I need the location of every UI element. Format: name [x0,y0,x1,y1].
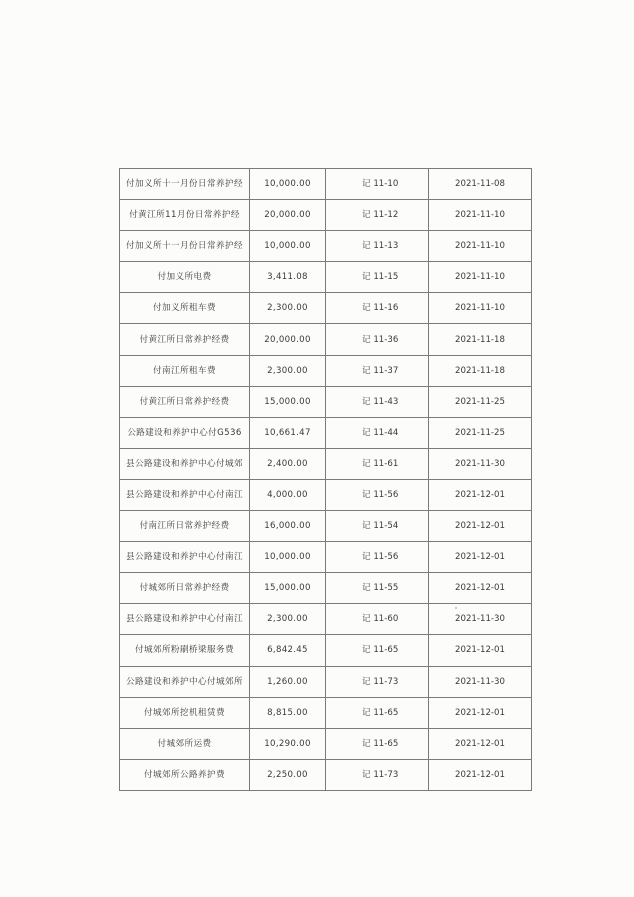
date-cell: 2021-12-01 [429,511,532,542]
table-row [120,635,532,666]
amount-cell: 20,000.00 [250,200,326,231]
table-row [120,666,532,697]
amount-cell: 4,000.00 [250,479,326,510]
amount-cell: 8,815.00 [250,697,326,728]
table-row [120,262,532,293]
table-row [120,759,532,790]
date-cell: 2021-12-01 [429,728,532,759]
date-cell: 2021-11-30 [429,604,532,635]
date-cell: 2021-11-10 [429,262,532,293]
amount-cell: 2,300.00 [250,293,326,324]
table-row [120,448,532,479]
voucher-ref-cell: 记 11-10 [326,169,429,200]
date-cell: 2021-12-01 [429,542,532,573]
date-cell: 2021-12-01 [429,759,532,790]
table-row [120,697,532,728]
date-cell: 2021-11-18 [429,355,532,386]
description-cell: 付城郊所运费 [120,728,250,759]
amount-cell: 10,000.00 [250,169,326,200]
date-cell: 2021-11-30 [429,448,532,479]
amount-cell: 16,000.00 [250,511,326,542]
voucher-ref-cell: 记 11-56 [326,479,429,510]
description-cell: 付城郊所日常养护经费 [120,573,250,604]
date-cell: 2021-11-10 [429,231,532,262]
amount-cell: 10,000.00 [250,542,326,573]
amount-cell: 1,260.00 [250,666,326,697]
table-row [120,386,532,417]
table-row [120,542,532,573]
date-cell: 2021-11-10 [429,293,532,324]
description-cell: 付加义所租车费 [120,293,250,324]
description-cell: 付黄江所日常养护经费 [120,386,250,417]
voucher-ref-cell: 记 11-36 [326,324,429,355]
voucher-ref-cell: 记 11-37 [326,355,429,386]
date-cell: 2021-11-08 [429,169,532,200]
amount-cell: 2,300.00 [250,604,326,635]
table-row [120,479,532,510]
description-cell: 付黄江所11月份日常养护经 [120,200,250,231]
table-row [120,231,532,262]
table-row [120,604,532,635]
table-row [120,728,532,759]
ledger-body [120,169,532,791]
amount-cell: 10,000.00 [250,231,326,262]
date-cell: 2021-11-30 [429,666,532,697]
voucher-ref-cell: 记 11-16 [326,293,429,324]
amount-cell: 10,661.47 [250,417,326,448]
amount-cell: 20,000.00 [250,324,326,355]
voucher-ref-cell: 记 11-13 [326,231,429,262]
voucher-ref-cell: 记 11-65 [326,728,429,759]
description-cell: 县公路建设和养护中心付南江 [120,542,250,573]
description-cell: 付南江所租车费 [120,355,250,386]
date-cell: 2021-12-01 [429,635,532,666]
voucher-ref-cell: 记 11-12 [326,200,429,231]
scan-speck [455,607,457,609]
description-cell: 公路建设和养护中心付G536 [120,417,250,448]
voucher-ref-cell: 记 11-44 [326,417,429,448]
description-cell: 付黄江所日常养护经费 [120,324,250,355]
description-cell: 公路建设和养护中心付城郊所 [120,666,250,697]
table-row [120,200,532,231]
description-cell: 县公路建设和养护中心付城郊 [120,448,250,479]
amount-cell: 15,000.00 [250,386,326,417]
table-row [120,511,532,542]
voucher-ref-cell: 记 11-56 [326,542,429,573]
table-row [120,324,532,355]
voucher-ref-cell: 记 11-60 [326,604,429,635]
payment-ledger-table [119,168,532,791]
table-row [120,573,532,604]
table-row [120,169,532,200]
amount-cell: 15,000.00 [250,573,326,604]
amount-cell: 3,411.08 [250,262,326,293]
date-cell: 2021-11-25 [429,417,532,448]
description-cell: 付加义所十一月份日常养护经 [120,231,250,262]
description-cell: 县公路建设和养护中心付南江 [120,604,250,635]
voucher-ref-cell: 记 11-54 [326,511,429,542]
table-row [120,355,532,386]
description-cell: 付加义所十一月份日常养护经 [120,169,250,200]
voucher-ref-cell: 记 11-73 [326,759,429,790]
date-cell: 2021-12-01 [429,697,532,728]
description-cell: 县公路建设和养护中心付南江 [120,479,250,510]
voucher-ref-cell: 记 11-15 [326,262,429,293]
date-cell: 2021-11-25 [429,386,532,417]
amount-cell: 2,250.00 [250,759,326,790]
description-cell: 付城郊所粉刷桥梁服务费 [120,635,250,666]
date-cell: 2021-12-01 [429,573,532,604]
description-cell: 付加义所电费 [120,262,250,293]
description-cell: 付城郊所挖机租赁费 [120,697,250,728]
table-row [120,293,532,324]
voucher-ref-cell: 记 11-43 [326,386,429,417]
amount-cell: 2,400.00 [250,448,326,479]
amount-cell: 6,842.45 [250,635,326,666]
date-cell: 2021-12-01 [429,479,532,510]
amount-cell: 10,290.00 [250,728,326,759]
amount-cell: 2,300.00 [250,355,326,386]
voucher-ref-cell: 记 11-65 [326,635,429,666]
voucher-ref-cell: 记 11-61 [326,448,429,479]
voucher-ref-cell: 记 11-65 [326,697,429,728]
voucher-ref-cell: 记 11-55 [326,573,429,604]
date-cell: 2021-11-10 [429,200,532,231]
table-row [120,417,532,448]
voucher-ref-cell: 记 11-73 [326,666,429,697]
description-cell: 付南江所日常养护经费 [120,511,250,542]
date-cell: 2021-11-18 [429,324,532,355]
description-cell: 付城郊所公路养护费 [120,759,250,790]
